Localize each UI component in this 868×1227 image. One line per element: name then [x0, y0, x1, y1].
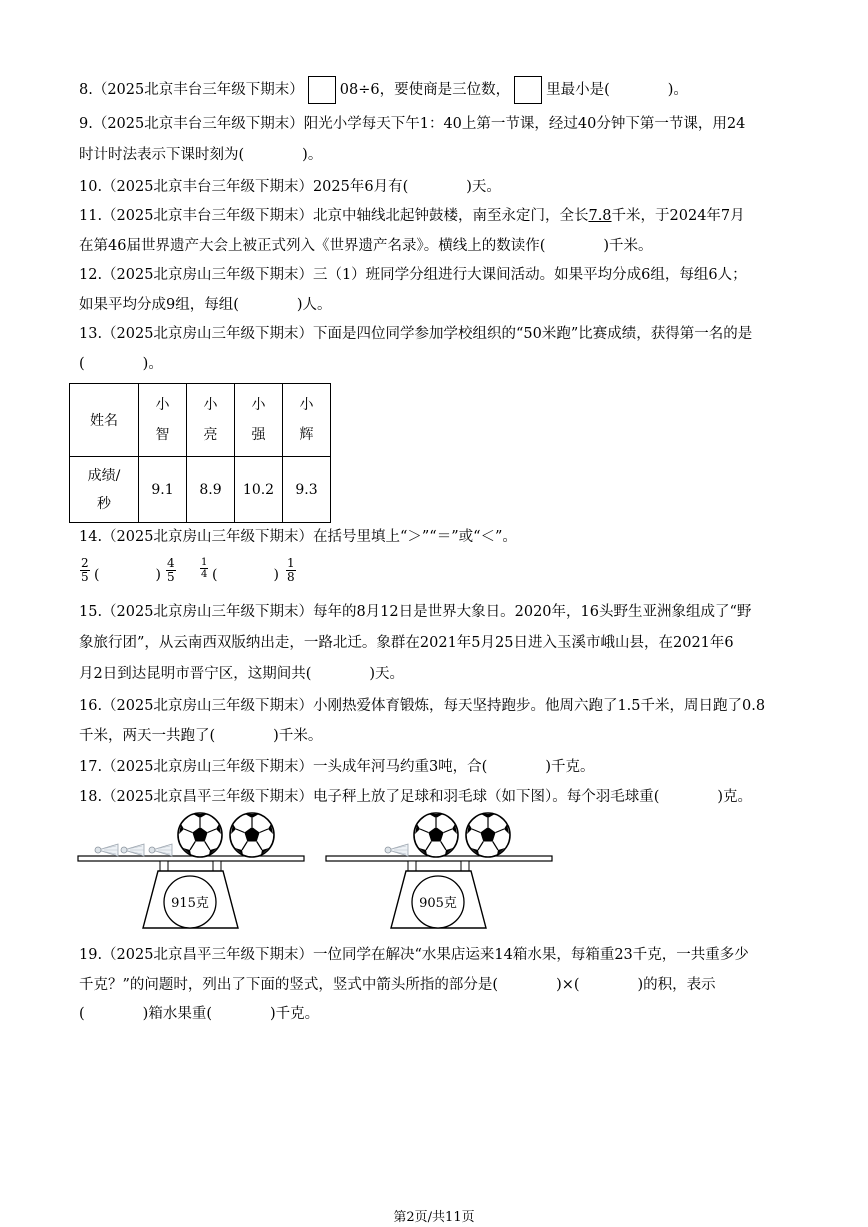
question-15-line-2: 象旅行团”，从云南西双版纳出走，一路北迁。象群在2021年5月25日进入玉溪市峨山县，在2021年6 — [79, 635, 734, 651]
question-11-line-1: 11.（2025北京丰台三年级下期末）北京中轴线北起钟鼓楼，南至永定门，全长7.8千米，于2024年7月 — [79, 208, 745, 224]
table-cell-score: 8.9 — [187, 457, 235, 523]
question-12-line-2: 如果平均分成9组，每组( )人。 — [79, 297, 332, 313]
table-header-score: 成绩/ 秒 — [70, 457, 139, 523]
question-15-line-3: 月2日到达昆明市晋宁区，这期间共( )天。 — [79, 666, 405, 682]
scales-illustration — [72, 808, 572, 938]
question-14: 14.（2025北京房山三年级下期末）在括号里填上“＞”“＝”或“＜”。 — [79, 529, 517, 545]
question-17: 17.（2025北京房山三年级下期末）一头成年河马约重3吨，合( )千克。 — [79, 759, 595, 775]
compare-blank-a: ( ) — [94, 567, 161, 583]
question-19-line-3: ( )箱水果重( )千克。 — [79, 1006, 320, 1022]
soccer-ball-icon — [466, 813, 510, 857]
question-18: 18.（2025北京昌平三年级下期末）电子秤上放了足球和羽毛球（如下图）。每个羽毛球重( )克。 — [79, 789, 753, 805]
shuttlecock-icon — [149, 844, 172, 856]
question-9-line-1: 9.（2025北京丰台三年级下期末）阳光小学每天下午1：40上第一节课，经过40分钟下第一节课，用24 — [79, 116, 746, 132]
scale-left-reading: 915克 — [171, 896, 209, 911]
fraction-4-5: $\frac{4}{5}$ — [167, 556, 175, 584]
table-cell-name: 小 亮 — [187, 384, 235, 457]
question-9-line-2: 时计时法表示下课时刻为( )。 — [79, 147, 323, 163]
table-cell-score: 9.3 — [283, 457, 331, 523]
table-cell-score: 9.1 — [139, 457, 187, 523]
running-score-table — [69, 383, 331, 523]
question-8: 8.（2025北京丰台三年级下期末） 08÷6，要使商是三位数， 里最小是( )。 — [79, 76, 688, 104]
shuttlecock-icon — [95, 844, 118, 856]
soccer-ball-icon — [414, 813, 458, 857]
scale-left — [78, 813, 304, 928]
underlined-number: 7.8 — [588, 208, 612, 224]
scale-right-reading: 905克 — [419, 896, 457, 911]
question-12-line-1: 12.（2025北京房山三年级下期末）三（1）班同学分组进行大课间活动。如果平均分成6组，每组6人； — [79, 267, 747, 283]
fraction-1-4: $\frac{1}{4}$ — [201, 557, 208, 580]
question-15-line-1: 15.（2025北京房山三年级下期末）每年的8月12日是世界大象日。2020年，16头野生亚洲象组成了“野 — [79, 604, 752, 620]
digit-box — [514, 76, 542, 104]
table-cell-name: 小 智 — [139, 384, 187, 457]
fraction-1-8: $\frac{1}{8}$ — [287, 556, 295, 584]
question-13-line-2: ( )。 — [79, 356, 163, 372]
fraction-2-5: $\frac{2}{5}$ — [81, 556, 89, 584]
question-13-line-1: 13.（2025北京房山三年级下期末）下面是四位同学参加学校组织的“50米跑”比赛成绩，获得第一名的是 — [79, 326, 753, 342]
shuttlecock-icon — [121, 844, 144, 856]
table-header-name: 姓名 — [70, 384, 139, 457]
question-10: 10.（2025北京丰台三年级下期末）2025年6月有( )天。 — [79, 179, 501, 195]
digit-box — [308, 76, 336, 104]
table-cell-score: 10.2 — [235, 457, 283, 523]
question-16-line-1: 16.（2025北京房山三年级下期末）小刚热爱体育锻炼，每天坚持跑步。他周六跑了1.5千米，周日跑了0.8 — [79, 698, 766, 714]
compare-blank-b: ( ) — [212, 567, 279, 583]
table-cell-name: 小 辉 — [283, 384, 331, 457]
soccer-ball-icon — [230, 813, 274, 857]
table-cell-name: 小 强 — [235, 384, 283, 457]
question-11-line-2: 在第46届世界遗产大会上被正式列入《世界遗产名录》。横线上的数读作( )千米。 — [79, 238, 653, 254]
shuttlecock-icon — [385, 844, 408, 856]
scale-right — [326, 813, 552, 928]
question-19-line-2: 千克？”的问题时，列出了下面的竖式，竖式中箭头所指的部分是( )×( )的积，表示 — [79, 977, 716, 993]
question-16-line-2: 千米，两天一共跑了( )千米。 — [79, 728, 323, 744]
question-19-line-1: 19.（2025北京昌平三年级下期末）一位同学在解决“水果店运来14箱水果，每箱重23千克，一共重多少 — [79, 947, 749, 963]
page-number: 第2页/共11页 — [393, 1210, 475, 1225]
soccer-ball-icon — [178, 813, 222, 857]
